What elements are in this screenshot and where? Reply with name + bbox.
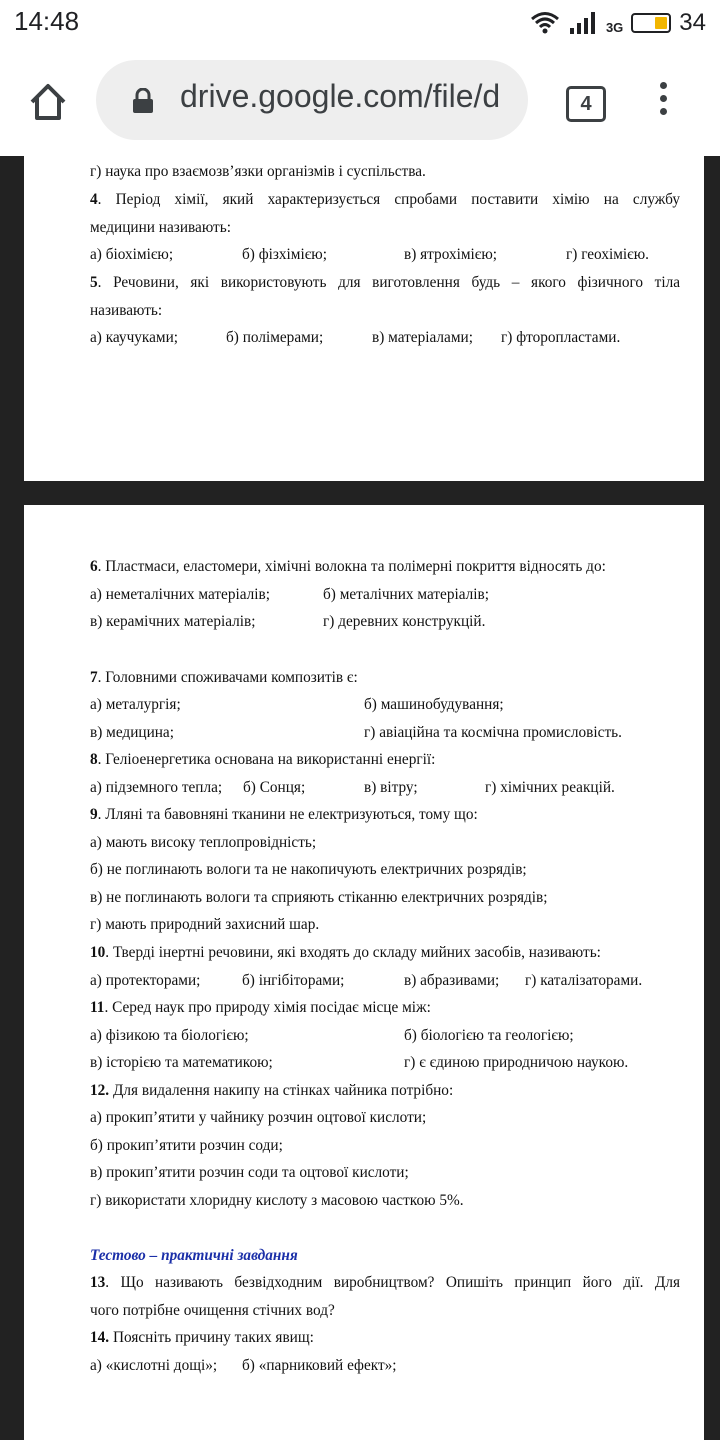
battery-level: 34	[679, 9, 706, 36]
q4-line-1	[90, 191, 680, 209]
q5-number: 5	[90, 274, 98, 291]
q4-option-g: г) геохімією.	[566, 246, 649, 263]
q8-option-a: а) підземного тепла;	[90, 779, 223, 796]
q14-text: Поясніть причину таких явищ:	[109, 1329, 314, 1346]
address-bar[interactable]	[96, 60, 528, 140]
q12-option-g: г) використати хлоридну кислоту з масовою часткою 5%.	[90, 1192, 464, 1209]
q13-line-2: чого потрібне очищення стічних вод?	[90, 1302, 335, 1319]
q6-number: 6	[90, 558, 98, 575]
q8-option-g: г) хімічних реакцій.	[485, 779, 615, 796]
q12-question	[90, 1082, 453, 1100]
q9-number: 9	[90, 806, 98, 823]
url-text[interactable]: drive.google.com/file/d	[180, 78, 501, 114]
q4-option-b: б) фізхімією;	[242, 246, 327, 263]
document-page-2	[24, 505, 704, 1440]
wifi-icon	[530, 10, 560, 36]
q3-option-g: г) наука про взаємозв’язки організмів і суспільства.	[90, 163, 426, 180]
q11-option-b: б) біологією та геологією;	[404, 1027, 574, 1044]
q13-text: . Що називають безвідходним виробництвом? Опишіть принцип його дії. Для	[105, 1274, 680, 1291]
q9-option-b: б) не поглинають вологи та не накопичують електричних розрядів;	[90, 861, 527, 878]
q6-option-a: а) неметалічних матеріалів;	[90, 586, 270, 603]
status-icons	[530, 8, 706, 38]
q9-question	[90, 806, 478, 824]
q10-question	[90, 944, 601, 962]
q14-question	[90, 1329, 314, 1347]
section-title: Тестово – практичні завдання	[90, 1247, 298, 1264]
q8-question	[90, 751, 435, 769]
home-icon[interactable]	[26, 80, 70, 124]
q6-option-v: в) керамічних матеріалів;	[90, 613, 256, 630]
q4-number: 4	[90, 191, 98, 208]
q5-option-g: г) фторопластами.	[501, 329, 621, 346]
q11-option-a: а) фізикою та біологією;	[90, 1027, 249, 1044]
q14-number: 14.	[90, 1329, 110, 1346]
status-bar	[0, 0, 720, 50]
q9-option-a: а) мають високу теплопровідність;	[90, 834, 317, 851]
browser-toolbar	[0, 50, 720, 156]
status-time: 14:48	[14, 6, 80, 36]
q6-question	[90, 558, 606, 576]
q9-option-g: г) мають природний захисний шар.	[90, 916, 320, 933]
q5-line-1	[90, 274, 680, 292]
q10-option-g: г) каталізаторами.	[525, 972, 643, 989]
q4-option-v: в) ятрохімією;	[404, 246, 498, 263]
q8-text: . Геліоенергетика основана на використанні енергії:	[97, 751, 436, 768]
q7-option-v: в) медицина;	[90, 724, 174, 741]
q9-text: . Лляні та бавовняні тканини не електризуються, тому що:	[97, 806, 478, 823]
lock-icon	[132, 88, 154, 114]
q11-number: 11	[90, 999, 105, 1016]
q12-option-v: в) прокип’ятити розчин соди та оцтової кислоти;	[90, 1164, 409, 1181]
q12-option-a: а) прокип’ятити у чайнику розчин оцтової кислоти;	[90, 1109, 427, 1126]
q11-question	[90, 999, 431, 1017]
network-type: 3G	[605, 19, 624, 35]
q5-line-2: називають:	[90, 302, 163, 319]
q4-line-2: медицини називають:	[90, 219, 231, 236]
q12-number: 12.	[90, 1082, 110, 1099]
q8-number: 8	[90, 751, 98, 768]
q6-option-g: г) деревних конструкцій.	[323, 613, 486, 630]
q11-option-v: в) історією та математикою;	[90, 1054, 273, 1071]
q6-option-b: б) металічних матеріалів;	[323, 586, 490, 603]
q7-option-a: а) металургія;	[90, 696, 181, 713]
q6-text: . Пластмаси, еластомери, хімічні волокна та полімерні покриття відносять до:	[97, 558, 606, 575]
q10-option-b: б) інгібіторами;	[242, 972, 345, 989]
q14-option-a: а) «кислотні дощі»;	[90, 1357, 218, 1374]
q11-text: . Серед наук про природу хімія посідає місце між:	[104, 999, 431, 1016]
q5-option-v: в) матеріалами;	[372, 329, 473, 346]
q8-option-v: в) вітру;	[364, 779, 418, 796]
q7-option-b: б) машинобудування;	[364, 696, 504, 713]
q9-option-v: в) не поглинають вологи та сприяють стіканню електричних розрядів;	[90, 889, 548, 906]
q5-option-a: а) каучуками;	[90, 329, 179, 346]
signal-icon	[568, 10, 598, 36]
q4-text: . Період хімії, який характеризується спробами поставити хімію на службу	[97, 191, 680, 208]
q10-text: . Тверді інертні речовини, які входять до складу мийних засобів, називають:	[105, 944, 601, 961]
q4-option-a: а) біохімією;	[90, 246, 174, 263]
q5-text: . Речовини, які використовують для виготовлення будь – якого фізичного тіла	[97, 274, 680, 291]
q10-option-v: в) абразивами;	[404, 972, 500, 989]
document-page-1	[24, 156, 704, 481]
q8-option-b: б) Сонця;	[243, 779, 306, 796]
tab-switcher-button[interactable]: 4	[566, 86, 606, 122]
q11-option-g: г) є єдиною природничою наукою.	[404, 1054, 629, 1071]
battery-icon	[631, 13, 671, 33]
q12-option-b: б) прокип’ятити розчин соди;	[90, 1137, 283, 1154]
q7-text: . Головними споживачами композитів є:	[97, 669, 358, 686]
q7-question	[90, 669, 358, 687]
q10-option-a: а) протекторами;	[90, 972, 201, 989]
q14-option-b: б) «парниковий ефект»;	[242, 1357, 397, 1374]
q7-number: 7	[90, 669, 98, 686]
overflow-menu-icon[interactable]	[656, 82, 670, 122]
q5-option-b: б) полімерами;	[226, 329, 324, 346]
q13-number: 13	[90, 1274, 106, 1291]
q13-line-1	[90, 1274, 680, 1292]
q12-text: Для видалення накипу на стінках чайника потрібно:	[109, 1082, 454, 1099]
q7-option-g: г) авіаційна та космічна промисловість.	[364, 724, 622, 741]
q10-number: 10	[90, 944, 106, 961]
